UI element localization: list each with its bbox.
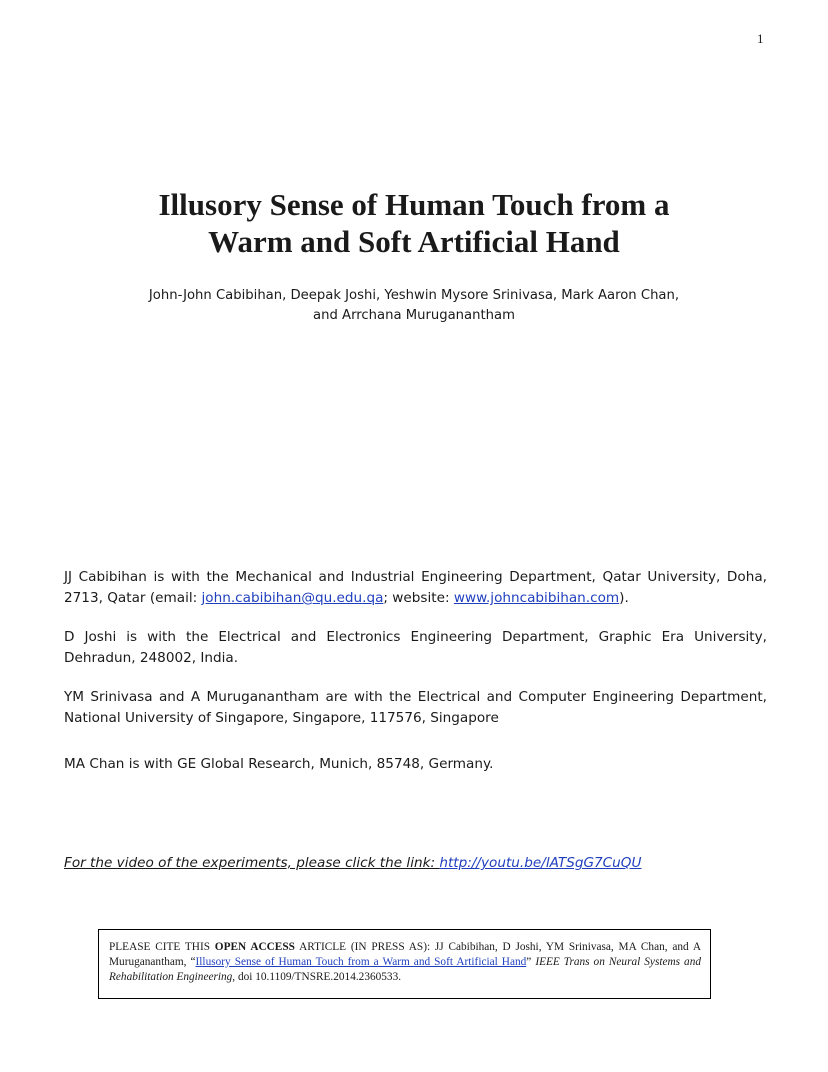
video-link[interactable]: http://youtu.be/lATSgG7CuQU xyxy=(439,855,642,871)
page-number: 1 xyxy=(757,31,764,46)
email-link[interactable]: john.cabibihan@qu.edu.qa xyxy=(201,590,384,606)
journal-name: IEEE Trans on Neural Systems and Rehabilitation Engineering, xyxy=(109,955,702,983)
citation-text-1: PLEASE CITE THIS xyxy=(109,941,215,953)
citation-text-3: ” xyxy=(526,955,536,968)
website-link[interactable]: www.johncabibihan.com xyxy=(453,590,620,606)
title-line-2: Warm and Soft Artificial Hand xyxy=(208,224,620,259)
affiliation-joshi: D Joshi is with the Electrical and Electronics Engineering Department, Graphic Era University, Dehradun, 248002, India. xyxy=(64,629,767,666)
affiliation-separator: ; website: xyxy=(383,590,454,606)
affiliation-chan: MA Chan is with GE Global Research, Munich, 85748, Germany. xyxy=(64,756,494,772)
citation-text-2: ARTICLE (IN PRESS AS): JJ Cabibihan, D Joshi, YM Srinivasa, MA Chan, and A Muruganantham, “ xyxy=(109,941,701,968)
affiliation-srinivasa-muruganantham: YM Srinivasa and A Muruganantham are with the Electrical and Computer Engineering Department, National University of Singapore, Singapore, 117576, Singapore xyxy=(64,689,767,726)
author-list xyxy=(80,286,748,326)
paper-title xyxy=(40,186,788,260)
citation-doi: doi 10.1109/TNSRE.2014.2360533. xyxy=(235,970,402,983)
video-note xyxy=(64,853,767,874)
affiliation-cabibihan-text: JJ Cabibihan is with the Mechanical and Industrial Engineering Department, Qatar University, Doha, 2713, Qatar (email: xyxy=(64,569,767,606)
open-access-label: OPEN ACCESS xyxy=(214,941,295,953)
citation-box xyxy=(98,929,711,999)
article-link[interactable]: Illusory Sense of Human Touch from a Warm and Soft Artificial Hand xyxy=(195,955,527,968)
video-note-text: For the video of the experiments, please click the link: xyxy=(64,855,440,871)
authors-line-2: and Arrchana Muruganantham xyxy=(313,308,515,323)
affiliation-cabibihan xyxy=(64,567,767,609)
authors-line-1: John-John Cabibihan, Deepak Joshi, Yeshwin Mysore Srinivasa, Mark Aaron Chan, xyxy=(148,288,680,303)
title-line-1: Illusory Sense of Human Touch from a xyxy=(158,187,670,222)
affiliation-close: ). xyxy=(619,590,629,606)
